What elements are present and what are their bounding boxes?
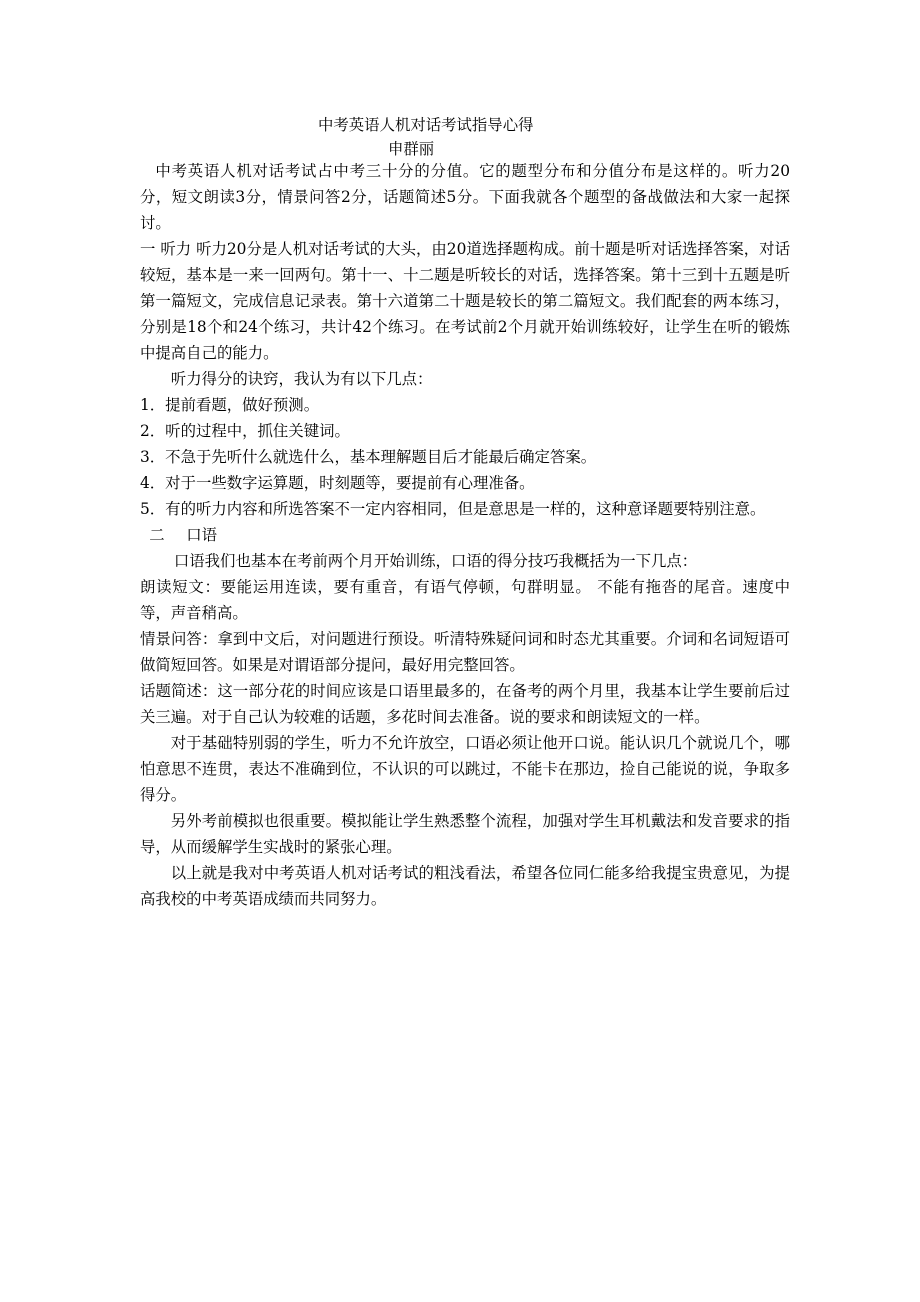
- document-author: 申群丽: [388, 140, 435, 158]
- speaking-item-reading-text: 要能运用连读，要有重音，有语气停顿，句群明显。 不能有拖沓的尾音。速度中等，声音稍高。: [140, 578, 790, 622]
- speaking-item-reading: [140, 574, 790, 626]
- listening-tips-intro: 听力得分的诀窍，我认为有以下几点：: [170, 370, 433, 388]
- speaking-item-reading-label: 朗读短文：: [140, 578, 221, 596]
- listening-tip-1: 1．提前看题，做好预测。: [140, 396, 320, 414]
- speaking-item-topic-label: 话题简述：: [140, 682, 218, 700]
- section-listening-text: 听力20分是人机对话考试的大头，由20道选择题构成。前十题是听对话选择答案，对话较短，基本是一来一回两句。第十一、十二题是听较长的对话，选择答案。第十三到十五题是听第一篇短文，完成信息记录表。第十六道第二十题是较长的第二篇短文。我们配套的两本练习，分别是18个和24个练习，共计42个练习。在考试前2个月就开始训练较好，让学生在听的锻炼中提高自己的能力。: [140, 240, 790, 362]
- document-title: 中考英语人机对话考试指导心得: [318, 116, 534, 134]
- speaking-item-topic-text: 这一部分花的时间应该是口语里最多的，在备考的两个月里，我基本让学生要前后过关三遍。对于自己认为较难的话题，多花时间去准备。说的要求和朗读短文的一样。: [140, 682, 790, 726]
- section-listening-heading: 一 听力: [140, 240, 192, 258]
- section-listening: [140, 236, 790, 366]
- speaking-intro: 口语我们也基本在考前两个月开始训练，口语的得分技巧我概括为一下几点：: [173, 552, 698, 570]
- listening-tip-2: 2．听的过程中，抓住关键词。: [140, 422, 350, 440]
- document-body: [140, 158, 790, 912]
- intro-paragraph: 中考英语人机对话考试占中考三十分的分值。它的题型分布和分值分布是这样的。听力20分，短文朗读3分，情景问答2分，话题简述5分。下面我就各个题型的备战做法和大家一起探讨。: [140, 162, 790, 232]
- section-speaking-number: 二: [149, 526, 165, 544]
- speaking-item-qa-text: 拿到中文后，对问题进行预设。听清特殊疑问词和时态尤其重要。介词和名词短语可做简短回答。如果是对谓语部分提问，最好用完整回答。: [140, 630, 790, 674]
- listening-tip-3: 3．不急于先听什么就选什么，基本理解题目后才能最后确定答案。: [140, 448, 597, 466]
- listening-tip-5: 5．有的听力内容和所选答案不一定内容相同，但是意思是一样的，这种意译题要特别注意。: [140, 500, 766, 518]
- section-speaking-heading: [140, 522, 790, 548]
- closing-paragraph-2: 另外考前模拟也很重要。模拟能让学生熟悉整个流程，加强对学生耳机戴法和发音要求的指导，从而缓解学生实战时的紧张心理。: [140, 812, 790, 856]
- speaking-item-topic: [140, 678, 790, 730]
- closing-paragraph-1: 对于基础特别弱的学生，听力不允许放空，口语必须让他开口说。能认识几个就说几个，哪怕意思不连贯，表达不准确到位，不认识的可以跳过，不能卡在那边，捡自己能说的说，争取多得分。: [140, 734, 790, 804]
- closing-paragraph-3: 以上就是我对中考英语人机对话考试的粗浅看法，希望各位同仁能多给我提宝贵意见，为提高我校的中考英语成绩而共同努力。: [140, 864, 790, 908]
- listening-tip-4: 4．对于一些数字运算题，时刻题等，要提前有心理准备。: [140, 474, 535, 492]
- speaking-item-qa-label: 情景问答：: [140, 630, 218, 648]
- section-speaking-title: 口语: [186, 526, 217, 544]
- speaking-item-qa: [140, 626, 790, 678]
